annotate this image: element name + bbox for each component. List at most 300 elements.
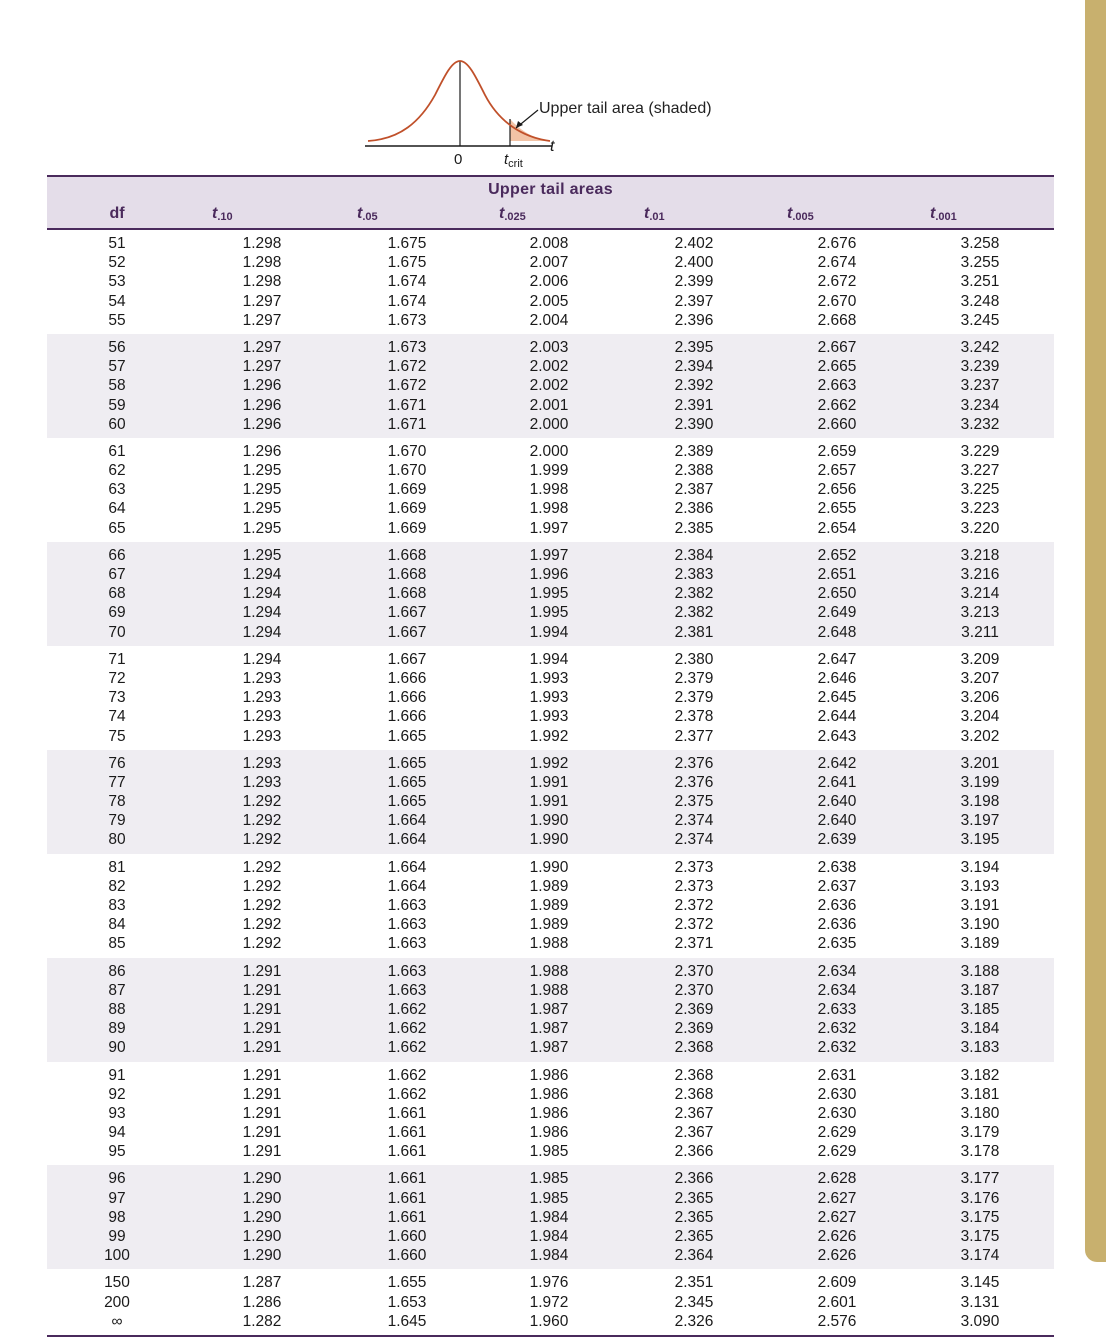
value-cell: 2.000: [529, 415, 569, 433]
value-cell: 1.293: [242, 669, 282, 687]
df-cell: 76: [108, 754, 126, 772]
value-cell: 1.290: [242, 1189, 282, 1207]
value-cell: 1.665: [387, 793, 427, 811]
value-cell: 3.216: [960, 566, 1000, 583]
value-cell: 1.663: [387, 916, 427, 934]
value-cell: 1.296: [242, 377, 282, 395]
df-cell: 81: [108, 858, 126, 876]
value-cell: 1.290: [242, 1228, 282, 1245]
value-cell: 2.370: [674, 981, 714, 999]
value-cell: 2.659: [817, 442, 857, 460]
value-cell: 1.997: [529, 519, 569, 537]
value-cell: 2.368: [674, 1085, 714, 1103]
value-cell: 1.292: [242, 897, 282, 914]
value-cell: 1.666: [387, 708, 427, 726]
value-cell: 2.006: [529, 273, 569, 291]
row-group: [47, 646, 1054, 750]
col-header-t005: $t_{.005}$: [787, 205, 814, 223]
value-cell: 1.671: [387, 415, 427, 433]
value-cell: 3.187: [960, 981, 1000, 999]
value-cell: 1.663: [387, 935, 427, 953]
value-cell: 2.628: [817, 1170, 857, 1188]
df-cell: 74: [108, 708, 126, 726]
value-cell: 2.667: [817, 338, 857, 356]
value-cell: 3.251: [960, 273, 1000, 291]
value-cell: 1.291: [242, 981, 282, 999]
value-cell: 1.994: [529, 623, 569, 641]
value-cell: 1.671: [387, 396, 427, 414]
value-cell: 2.366: [674, 1143, 714, 1161]
value-cell: 2.632: [817, 1039, 857, 1057]
table-row: [47, 877, 1054, 896]
value-cell: 1.294: [242, 585, 282, 603]
value-cell: 1.292: [242, 916, 282, 934]
df-cell: 91: [108, 1066, 126, 1084]
value-cell: 2.609: [817, 1274, 857, 1292]
table-row: [47, 727, 1054, 746]
value-cell: 2.351: [674, 1274, 714, 1292]
value-cell: 1.290: [242, 1170, 282, 1188]
col-header-t05: $t_{.05}$: [357, 205, 378, 223]
value-cell: 1.662: [387, 1039, 427, 1057]
value-cell: 1.292: [242, 935, 282, 953]
df-cell: 96: [108, 1170, 126, 1188]
value-cell: 2.364: [674, 1247, 714, 1265]
value-cell: 2.668: [817, 311, 857, 329]
row-group: [47, 854, 1054, 958]
table-row: [47, 376, 1054, 395]
value-cell: 3.207: [960, 669, 1000, 687]
table-row: [47, 1123, 1054, 1142]
df-cell: 52: [108, 254, 126, 272]
value-cell: 2.005: [529, 292, 569, 310]
value-cell: 3.177: [960, 1170, 1000, 1188]
df-cell: 56: [108, 338, 126, 356]
value-cell: 3.258: [960, 235, 1000, 252]
value-cell: 2.379: [674, 689, 714, 707]
value-cell: 2.627: [817, 1189, 857, 1207]
value-cell: 1.672: [387, 377, 427, 395]
df-cell: 67: [108, 566, 126, 583]
value-cell: 1.995: [529, 585, 569, 603]
value-cell: 2.399: [674, 273, 714, 291]
value-cell: 2.003: [529, 338, 569, 356]
value-cell: 2.345: [674, 1293, 714, 1311]
table-body: [47, 230, 1054, 1337]
side-strip: [1085, 0, 1106, 1262]
col-header-t01: $t_{.01}$: [644, 205, 665, 223]
table-row: [47, 830, 1054, 849]
value-cell: 2.378: [674, 708, 714, 726]
value-cell: 3.178: [960, 1143, 1000, 1161]
df-cell: 61: [108, 442, 126, 460]
value-cell: 1.960: [529, 1312, 569, 1330]
df-cell: 84: [108, 916, 126, 934]
value-cell: 3.201: [960, 754, 1000, 772]
value-cell: 1.989: [529, 916, 569, 934]
table-row: [47, 1208, 1054, 1227]
value-cell: 3.225: [960, 481, 1000, 499]
value-cell: 1.298: [242, 273, 282, 291]
table-row: [47, 858, 1054, 877]
value-cell: 1.989: [529, 877, 569, 895]
value-cell: 1.293: [242, 708, 282, 726]
value-cell: 2.400: [674, 254, 714, 272]
value-cell: 1.295: [242, 462, 282, 480]
table-row: [47, 584, 1054, 603]
t-distribution-figure: [360, 50, 760, 175]
value-cell: 3.090: [960, 1312, 1000, 1330]
row-group: [47, 750, 1054, 854]
value-cell: 2.367: [674, 1104, 714, 1122]
df-cell: 64: [108, 500, 126, 518]
t-table: [47, 175, 1054, 1337]
value-cell: 2.645: [817, 689, 857, 707]
value-cell: 1.985: [529, 1143, 569, 1161]
value-cell: 1.295: [242, 519, 282, 537]
value-cell: 2.395: [674, 338, 714, 356]
value-cell: 1.668: [387, 585, 427, 603]
value-cell: 1.999: [529, 462, 569, 480]
table-row: [47, 981, 1054, 1000]
value-cell: 1.986: [529, 1085, 569, 1103]
value-cell: 2.656: [817, 481, 857, 499]
value-cell: 2.402: [674, 235, 714, 252]
value-cell: 1.293: [242, 773, 282, 791]
value-cell: 1.291: [242, 1085, 282, 1103]
row-group: [47, 1269, 1054, 1335]
value-cell: 3.218: [960, 546, 1000, 564]
value-cell: 1.286: [242, 1293, 282, 1311]
value-cell: 1.989: [529, 897, 569, 914]
value-cell: 1.664: [387, 877, 427, 895]
value-cell: 2.382: [674, 604, 714, 622]
value-cell: 3.227: [960, 462, 1000, 480]
value-cell: 1.986: [529, 1066, 569, 1084]
value-cell: 2.630: [817, 1104, 857, 1122]
value-cell: 3.237: [960, 377, 1000, 395]
value-cell: 2.638: [817, 858, 857, 876]
df-cell: 88: [108, 1000, 126, 1018]
table-row: [47, 792, 1054, 811]
value-cell: 1.675: [387, 254, 427, 272]
df-cell: 65: [108, 519, 126, 537]
value-cell: 2.674: [817, 254, 857, 272]
value-cell: 1.668: [387, 546, 427, 564]
value-cell: 2.004: [529, 311, 569, 329]
value-cell: 2.368: [674, 1039, 714, 1057]
value-cell: 1.984: [529, 1247, 569, 1265]
value-cell: 1.287: [242, 1274, 282, 1292]
value-cell: 2.636: [817, 897, 857, 914]
df-cell: 68: [108, 585, 126, 603]
value-cell: 1.294: [242, 604, 282, 622]
value-cell: 1.293: [242, 727, 282, 745]
value-cell: 2.646: [817, 669, 857, 687]
value-cell: 1.645: [387, 1312, 427, 1330]
value-cell: 1.294: [242, 650, 282, 668]
value-cell: 3.184: [960, 1020, 1000, 1038]
value-cell: 2.636: [817, 916, 857, 934]
value-cell: 2.367: [674, 1124, 714, 1142]
df-cell: 73: [108, 689, 126, 707]
value-cell: 1.998: [529, 481, 569, 499]
value-cell: 2.576: [817, 1312, 857, 1330]
value-cell: 1.666: [387, 669, 427, 687]
value-cell: 2.626: [817, 1228, 857, 1245]
table-row: [47, 1038, 1054, 1057]
row-group: [47, 438, 1054, 542]
value-cell: 2.652: [817, 546, 857, 564]
value-cell: 1.662: [387, 1085, 427, 1103]
table-row: [47, 1142, 1054, 1161]
value-cell: 2.626: [817, 1247, 857, 1265]
table-row: [47, 773, 1054, 792]
value-cell: 1.661: [387, 1104, 427, 1122]
col-header-df: df: [109, 205, 125, 222]
value-cell: 2.643: [817, 727, 857, 745]
value-cell: 2.374: [674, 812, 714, 830]
df-cell: 72: [108, 669, 126, 687]
table-row: [47, 338, 1054, 357]
value-cell: 1.667: [387, 623, 427, 641]
value-cell: 1.660: [387, 1247, 427, 1265]
value-cell: 1.660: [387, 1228, 427, 1245]
value-cell: 3.191: [960, 897, 1000, 914]
df-cell: 98: [108, 1208, 126, 1226]
value-cell: 1.295: [242, 546, 282, 564]
df-cell: 85: [108, 935, 126, 953]
value-cell: 2.629: [817, 1124, 857, 1142]
value-cell: 1.667: [387, 650, 427, 668]
table-row: [47, 357, 1054, 376]
df-cell: 94: [108, 1124, 126, 1142]
value-cell: 2.640: [817, 812, 857, 830]
row-group: [47, 230, 1054, 334]
tcrit-label: $t_{crit}$: [504, 151, 523, 170]
value-cell: 3.182: [960, 1066, 1000, 1084]
value-cell: 1.297: [242, 358, 282, 376]
value-cell: 2.640: [817, 793, 857, 811]
value-cell: 1.993: [529, 689, 569, 707]
value-cell: 1.298: [242, 235, 282, 252]
value-cell: 1.661: [387, 1143, 427, 1161]
value-cell: 1.298: [242, 254, 282, 272]
table-row: [47, 415, 1054, 434]
value-cell: 3.195: [960, 831, 1000, 849]
value-cell: 3.239: [960, 358, 1000, 376]
value-cell: 2.392: [674, 377, 714, 395]
value-cell: 2.639: [817, 831, 857, 849]
value-cell: 2.001: [529, 396, 569, 414]
value-cell: 1.985: [529, 1189, 569, 1207]
value-cell: 1.653: [387, 1293, 427, 1311]
value-cell: 3.202: [960, 727, 1000, 745]
row-group: [47, 334, 1054, 438]
table-row: [47, 1312, 1054, 1331]
table-row: [47, 272, 1054, 291]
value-cell: 1.988: [529, 981, 569, 999]
df-cell: 57: [108, 358, 126, 376]
value-cell: 1.990: [529, 812, 569, 830]
table-row: [47, 480, 1054, 499]
row-group: [47, 1062, 1054, 1166]
value-cell: 1.664: [387, 858, 427, 876]
value-cell: 1.987: [529, 1000, 569, 1018]
value-cell: 1.996: [529, 566, 569, 583]
value-cell: 1.990: [529, 831, 569, 849]
value-cell: 3.176: [960, 1189, 1000, 1207]
table-row: [47, 292, 1054, 311]
value-cell: 1.669: [387, 481, 427, 499]
value-cell: 1.992: [529, 754, 569, 772]
value-cell: 2.389: [674, 442, 714, 460]
value-cell: 1.292: [242, 812, 282, 830]
value-cell: 2.627: [817, 1208, 857, 1226]
value-cell: 1.292: [242, 831, 282, 849]
value-cell: 1.990: [529, 858, 569, 876]
value-cell: 1.297: [242, 338, 282, 356]
value-cell: 1.291: [242, 1124, 282, 1142]
value-cell: 1.995: [529, 604, 569, 622]
value-cell: 1.998: [529, 500, 569, 518]
table-row: [47, 962, 1054, 981]
table-row: [47, 934, 1054, 953]
value-cell: 2.372: [674, 916, 714, 934]
value-cell: 2.373: [674, 858, 714, 876]
df-cell: 200: [104, 1293, 130, 1311]
row-group: [47, 1165, 1054, 1269]
value-cell: 3.131: [960, 1293, 1000, 1311]
value-cell: 2.657: [817, 462, 857, 480]
table-row: [47, 1273, 1054, 1292]
value-cell: 2.008: [529, 235, 569, 252]
value-cell: 3.183: [960, 1039, 1000, 1057]
value-cell: 1.662: [387, 1066, 427, 1084]
value-cell: 1.282: [242, 1312, 282, 1330]
table-row: [47, 1085, 1054, 1104]
value-cell: 2.637: [817, 877, 857, 895]
value-cell: 1.291: [242, 962, 282, 980]
value-cell: 1.662: [387, 1020, 427, 1038]
value-cell: 3.174: [960, 1247, 1000, 1265]
value-cell: 1.655: [387, 1274, 427, 1292]
value-cell: 2.007: [529, 254, 569, 272]
df-cell: 69: [108, 604, 126, 622]
value-cell: 1.986: [529, 1124, 569, 1142]
value-cell: 1.986: [529, 1104, 569, 1122]
value-cell: 2.396: [674, 311, 714, 329]
value-cell: 2.365: [674, 1228, 714, 1245]
value-cell: 1.987: [529, 1020, 569, 1038]
value-cell: 2.369: [674, 1000, 714, 1018]
table-title: Upper tail areas: [488, 181, 613, 198]
value-cell: 2.663: [817, 377, 857, 395]
value-cell: 2.385: [674, 519, 714, 537]
table-row: [47, 253, 1054, 272]
value-cell: 2.368: [674, 1066, 714, 1084]
value-cell: 1.294: [242, 566, 282, 583]
df-cell: 70: [108, 623, 126, 641]
value-cell: 3.213: [960, 604, 1000, 622]
value-cell: 1.290: [242, 1208, 282, 1226]
df-cell: 97: [108, 1189, 126, 1207]
value-cell: 1.292: [242, 877, 282, 895]
value-cell: 1.663: [387, 981, 427, 999]
value-cell: 3.214: [960, 585, 1000, 603]
table-row: [47, 915, 1054, 934]
value-cell: 3.211: [961, 623, 999, 641]
value-cell: 1.985: [529, 1170, 569, 1188]
value-cell: 1.987: [529, 1039, 569, 1057]
value-cell: 1.661: [387, 1170, 427, 1188]
value-cell: 1.993: [529, 669, 569, 687]
value-cell: 2.394: [674, 358, 714, 376]
df-cell: 66: [108, 546, 126, 564]
value-cell: 2.366: [674, 1170, 714, 1188]
value-cell: 3.145: [960, 1274, 1000, 1292]
df-cell: 89: [108, 1020, 126, 1038]
table-row: [47, 1019, 1054, 1038]
value-cell: 2.369: [674, 1020, 714, 1038]
table-row: [47, 603, 1054, 622]
value-cell: 1.292: [242, 858, 282, 876]
value-cell: 1.976: [529, 1274, 569, 1292]
df-cell: ∞: [111, 1312, 123, 1330]
value-cell: 2.002: [529, 377, 569, 395]
df-cell: 95: [108, 1143, 126, 1161]
value-cell: 1.291: [242, 1143, 282, 1161]
table-row: [47, 688, 1054, 707]
arrow-head: [516, 121, 523, 128]
df-cell: 58: [108, 377, 126, 395]
value-cell: 2.390: [674, 415, 714, 433]
value-cell: 3.197: [960, 812, 1000, 830]
value-cell: 2.370: [674, 962, 714, 980]
value-cell: 1.669: [387, 500, 427, 518]
df-cell: 93: [108, 1104, 126, 1122]
value-cell: 3.194: [960, 858, 1000, 876]
value-cell: 1.297: [242, 292, 282, 310]
df-cell: 53: [108, 273, 126, 291]
zero-label: 0: [454, 151, 463, 168]
value-cell: 3.206: [960, 689, 1000, 707]
table-row: [47, 1246, 1054, 1265]
value-cell: 1.669: [387, 519, 427, 537]
value-cell: 2.374: [674, 831, 714, 849]
value-cell: 1.291: [242, 1066, 282, 1084]
value-cell: 1.991: [529, 793, 569, 811]
value-cell: 1.663: [387, 897, 427, 914]
value-cell: 1.290: [242, 1247, 282, 1265]
value-cell: 2.379: [674, 669, 714, 687]
df-cell: 100: [104, 1247, 130, 1265]
value-cell: 1.664: [387, 831, 427, 849]
value-cell: 2.373: [674, 877, 714, 895]
t-density-curve: [368, 61, 550, 141]
value-cell: 2.642: [817, 754, 857, 772]
column-headers: [47, 205, 1054, 227]
value-cell: 1.291: [242, 1000, 282, 1018]
table-row: [47, 1293, 1054, 1312]
value-cell: 1.674: [387, 273, 427, 291]
table-row: [47, 707, 1054, 726]
df-cell: 79: [108, 812, 126, 830]
value-cell: 1.670: [387, 442, 427, 460]
value-cell: 1.984: [529, 1228, 569, 1245]
t-axis-label: t: [550, 138, 555, 155]
value-cell: 2.670: [817, 292, 857, 310]
